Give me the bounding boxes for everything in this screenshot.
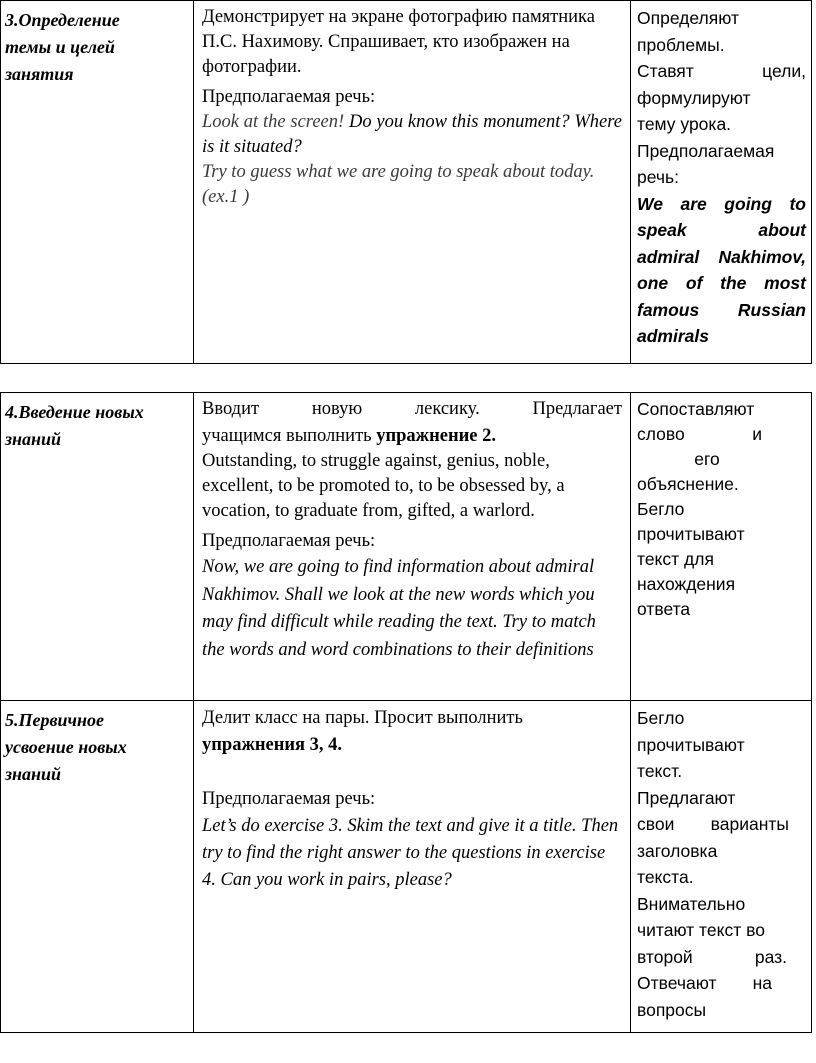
exercise-ref: упражнение 2. xyxy=(376,426,496,446)
word: на xyxy=(752,973,772,993)
lesson-table-stage-3 xyxy=(0,0,812,364)
teacher-speech: Try to guess what we are going to speak about today. (ex.1 ) xyxy=(202,162,595,207)
student-action-text: Сопоставляют xyxy=(637,399,755,419)
teacher-activity-cell xyxy=(194,393,631,701)
student-action-text: объяснение. xyxy=(637,474,739,494)
word: варианты xyxy=(710,814,789,834)
student-action-text: Бегло прочитывают текст. xyxy=(637,708,745,781)
speech-phrase: Look at the screen! xyxy=(202,112,345,132)
lesson-table-stages-4-5 xyxy=(0,392,812,1033)
text-span: учащимся выполнить xyxy=(202,426,372,446)
stage-cell xyxy=(1,701,194,1033)
word: Предлагает xyxy=(532,399,622,419)
word: новую xyxy=(311,399,363,419)
word: цели, xyxy=(762,61,806,81)
word: Вводит xyxy=(202,399,260,419)
student-action-text: Предлагают xyxy=(637,787,736,808)
stage-cell xyxy=(1,393,194,701)
teacher-speech xyxy=(202,110,622,160)
student-action-text: заголовка текста. xyxy=(637,840,718,887)
teacher-action-text xyxy=(202,424,622,449)
student-activity-cell xyxy=(631,1,812,364)
teacher-activity-cell xyxy=(194,701,631,1033)
table-row xyxy=(1,1,812,364)
stage-title: 5.Первичное усвоение новых знаний xyxy=(5,710,127,784)
student-action-text: его xyxy=(694,449,720,469)
student-action-text: формулируют тему урока. xyxy=(637,87,751,134)
vocabulary-list: Outstanding, to struggle against, genius, noble, excellent, to be promoted to, to be obsessed by, a vocation, to graduate from, gifted, a warlord. xyxy=(202,451,565,521)
teacher-action-text xyxy=(202,397,622,422)
table-row xyxy=(1,393,812,701)
teacher-speech: Now, we are going to find information about admiral Nakhimov. Shall we look at the new words which you may find difficult while reading the text. Try to match the words and word combinations to their definitions xyxy=(202,557,596,660)
speech-label: Предполагаемая речь: xyxy=(202,789,376,809)
student-activity-cell xyxy=(631,393,812,701)
teacher-activity-cell xyxy=(194,1,631,364)
student-action-text xyxy=(637,811,789,838)
student-action-text xyxy=(637,970,772,997)
teacher-speech: Let’s do exercise 3. Skim the text and give it a title. Then try to find the right answer to the questions in exercise 4. Can you work in pairs, please? xyxy=(202,816,619,890)
teacher-action-text: Демонстрирует на экране фотографию памятника П.С. Нахимову. Спрашивает, кто изображен на фотографии. xyxy=(202,7,595,77)
table-row xyxy=(1,701,812,1033)
word: второй xyxy=(637,946,693,967)
word: раз. xyxy=(754,946,787,967)
student-action-text: Бегло прочитывают текст для нахождения ответа xyxy=(637,499,745,619)
student-action-text: Внимательно читают текст во xyxy=(637,893,765,940)
speech-label: Предполагаемая речь: xyxy=(202,531,376,551)
student-action-text xyxy=(637,422,762,447)
speech-phrase: Do you know this monument? Where is it situated? xyxy=(202,112,622,157)
speech-label: Предполагаемая речь: xyxy=(202,87,376,107)
student-action-text: вопросы xyxy=(637,999,707,1020)
word: Ставят xyxy=(637,61,694,81)
stage-cell xyxy=(1,1,194,364)
stage-title: 3.Определение темы и целей занятия xyxy=(5,10,120,84)
word: и xyxy=(752,424,762,444)
exercise-ref: упражнения 3, 4. xyxy=(202,735,343,755)
stage-title: 4.Введение новых знаний xyxy=(5,402,144,449)
student-action-text: Определяют проблемы. xyxy=(637,8,739,55)
speech-label: Предполагаемая речь: xyxy=(637,140,775,187)
word: слово xyxy=(637,424,685,444)
word: свои xyxy=(637,814,675,834)
student-speech: We are going to speak about admiral Nakhimov, one of the most famous Russian admirals xyxy=(637,193,806,346)
student-action-text xyxy=(637,58,806,85)
word: лексику. xyxy=(414,399,480,419)
student-action-text xyxy=(637,944,787,971)
teacher-action-text: Делит класс на пары. Просит выполнить xyxy=(202,708,523,728)
word: Отвечают xyxy=(637,973,717,993)
student-activity-cell xyxy=(631,701,812,1033)
